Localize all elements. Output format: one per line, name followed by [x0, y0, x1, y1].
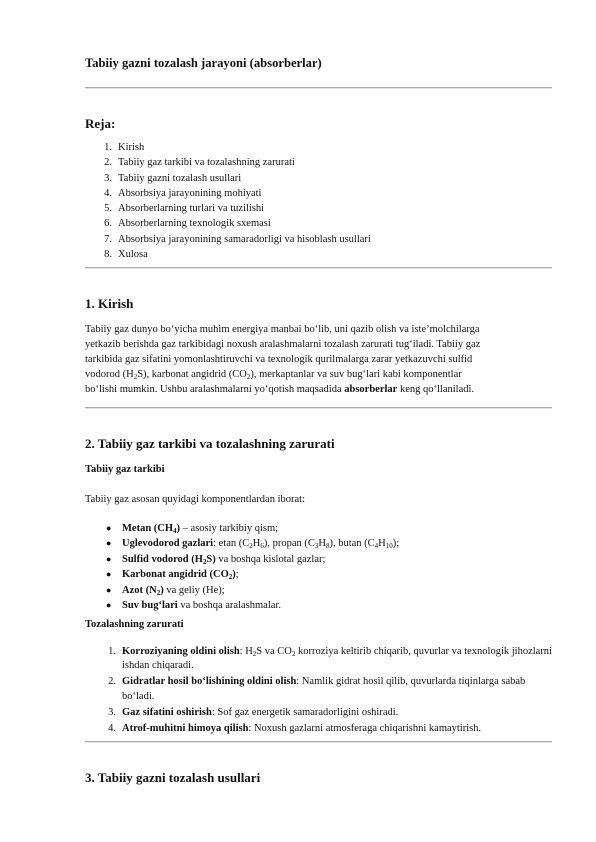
plan-list — [85, 140, 371, 262]
composition-list — [85, 521, 399, 613]
list-item: 3. Gaz sifatini oshirish: Sof gaz energetik samaradorligini oshiradi. — [108, 706, 399, 718]
list-item: ● Sulfid vodorod $(H_2S)$ va boshqa kislotal gazlar; — [106, 553, 326, 566]
document-title: Tabiiy gazni tozalash jarayoni (absorberlar) — [85, 56, 322, 70]
intro-text: Tabiiy gaz asosan quyidagi komponentlardan iborat: — [85, 494, 305, 505]
list-item: ● Metan $(CH_4)$ – asosiy tarkibiy qism; — [106, 523, 279, 535]
paragraph-line: yetkazib berishda gaz tarkibidagi noxush aralashmalarni tozalash zarurati tug‘iladi. Tabiiy gaz — [85, 339, 481, 350]
horizontal-rule — [85, 407, 552, 409]
list-item: ● Suv bug‘lari va boshqa aralashmalar. — [106, 599, 281, 611]
section-1-heading: 1. Kirish — [85, 296, 134, 311]
subheading-composition: Tabiiy gaz tarkibi — [85, 464, 165, 475]
plan-item: 8. Xulosa — [104, 249, 148, 261]
necessity-list — [85, 645, 552, 736]
subheading-necessity: Tozalashning zarurati — [85, 619, 184, 630]
list-item: 4. Atrof-muhitni himoya qilish: Noxush gazlarni atmosferaga chiqarishni kamaytirish. — [108, 723, 482, 735]
paragraph-line: bo‘lishi mumkin. Ushbu aralashmalarni yo‘qotish maqsadida absorberlar keng qo‘llaniladi. — [85, 384, 475, 395]
plan-item: 5. Absorberlarning turlari va tuzilishi — [104, 203, 265, 215]
plan-item: 4. Absorbsiya jarayonining mohiyati — [104, 187, 262, 199]
plan-item: 6. Absorberlarning texnologik sxemasi — [104, 218, 271, 230]
plan-heading: Reja: — [85, 116, 116, 131]
paragraph-line: vodorod $(H_2S)$, karbonat angidrid $(CO_2)$, merkaptanlar va suv bug‘lari kabi komponentlar — [85, 369, 462, 381]
list-item: ● Uglevodorod gazlari: etan $(C_2H_6)$, propan $(C_3H_8)$, butan $(C_4H_{10})$; — [106, 538, 400, 551]
list-item: 2. Gidratlar hosil bo‘lishining oldini olish: Namlik gidrat hosil qilib, quvurlarda tiqinlarga sabab bo‘ladi. — [108, 676, 526, 702]
section-2-heading: 2. Tabiiy gaz tarkibi va tozalashning zarurati — [85, 436, 335, 451]
horizontal-rule — [85, 267, 552, 269]
list-item: ● Azot $(N_2)$ va geliy (He); — [106, 584, 225, 597]
section-3-heading: 3. Tabiiy gazni tozalash usullari — [85, 770, 261, 785]
plan-item: 2. Tabiiy gaz tarkibi va tozalashning zarurati — [104, 157, 295, 169]
list-item: 1. Korroziyaning oldini olish: $H_2S$ va $CO_2$ korroziya keltirib chiqarib, quvurlar va texnologik jihozlarni ishdan chiqaradi. — [108, 646, 552, 672]
plan-item: 1. Kirish — [104, 142, 145, 153]
list-item: ● Karbonat angidrid $(CO_2)$; — [106, 569, 239, 582]
horizontal-rule — [85, 87, 552, 89]
paragraph-line: tarkibida gaz sifatini yomonlashtiruvchi va texnologik qurilmalarga zarar yetkazuvchi sulfid — [85, 354, 473, 365]
plan-item: 3. Tabiiy gazni tozalash usullari — [104, 172, 242, 184]
plan-item: 7. Absorbsiya jarayonining samaradorligi va hisoblash usullari — [104, 233, 371, 245]
horizontal-rule — [85, 741, 552, 743]
paragraph-line: Tabiiy gaz dunyo bo‘yicha muhim energiya manbai bo‘lib, uni qazib olish va iste’molchilarga — [85, 324, 480, 335]
